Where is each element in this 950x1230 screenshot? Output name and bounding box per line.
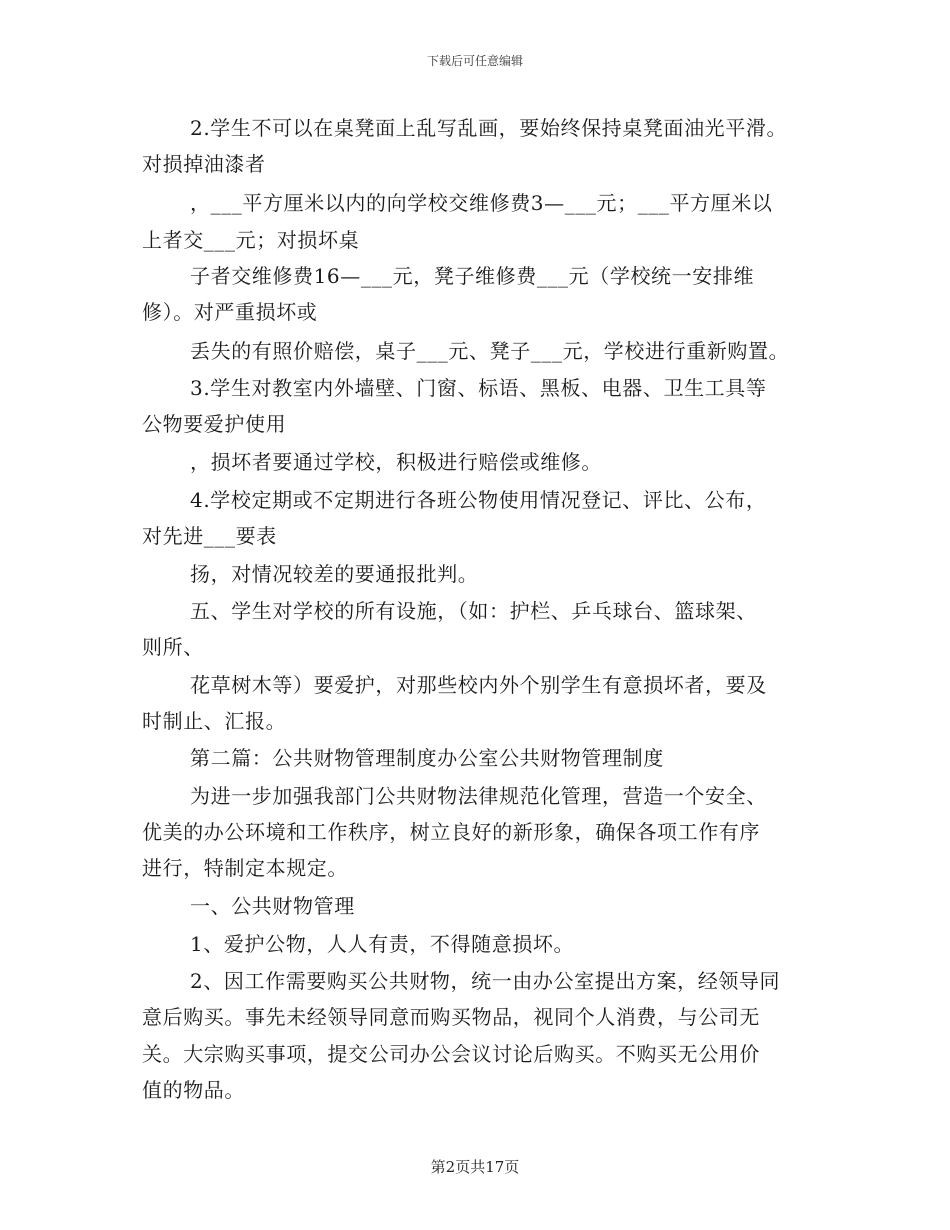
text-line: 公物要爱护使用 — [142, 412, 287, 436]
text-line: 2、因工作需要购买公共财物，统一由办公室提出方案，经领导同 — [190, 969, 781, 993]
text-line: 2.学生不可以在桌凳面上乱写乱画，要始终保持桌凳面油光平滑。 — [190, 116, 788, 140]
text-line: 时制止、汇报。 — [142, 709, 287, 733]
text-line: 3.学生对教室内外墙壁、门窗、标语、黑板、电器、卫生工具等 — [190, 376, 767, 400]
text-line: 值的物品。 — [142, 1078, 245, 1102]
text-line: 为进一步加强我部门公共财物法律规范化管理，营造一个安全、 — [190, 784, 767, 808]
text-line: 五、学生对学校的所有设施，（如：护栏、乒乓球台、篮球架、 — [190, 599, 757, 623]
text-line: 优美的办公环境和工作秩序，树立良好的新形象，确保各项工作有序 — [142, 820, 760, 844]
text-line: 进行，特制定本规定。 — [142, 856, 348, 880]
section-title: 第二篇：公共财物管理制度办公室公共财物管理制度 — [190, 746, 664, 770]
text-line: 扬，对情况较差的要通报批判。 — [190, 562, 479, 586]
text-line: 修）。对严重损坏或 — [142, 300, 318, 324]
page-number: 第2页共17页 — [430, 1158, 520, 1176]
text-line: ，损坏者要通过学校，积极进行赔偿或维修。 — [190, 450, 602, 474]
text-line: 则所、 — [142, 635, 204, 659]
text-line: 对先进___要表 — [142, 524, 277, 548]
text-line: 对损掉油漆者 — [142, 152, 266, 176]
text-line: ，___平方厘米以内的向学校交维修费3—___元；___平方厘米以 — [190, 191, 773, 215]
page-header: 下载后可任意编辑 — [426, 54, 523, 68]
subsection-title: 一、公共财物管理 — [190, 894, 355, 918]
text-line: 4.学校定期或不定期进行各班公物使用情况登记、评比、公布， — [190, 488, 767, 512]
text-line: 花草树木等）要爱护，对那些校内外个别学生有意损坏者，要及 — [190, 673, 767, 697]
text-line: 上者交___元；对损坏桌 — [142, 228, 360, 252]
text-line: 关。大宗购买事项，提交公司办公会议讨论后购买。不购买无公用价 — [142, 1042, 760, 1066]
text-line: 1、爱护公物，人人有责，不得随意损坏。 — [190, 932, 575, 956]
text-line: 意后购买。事先未经领导同意而购买物品，视同个人消费，与公司无 — [142, 1005, 760, 1029]
text-line: 子者交维修费16—___元，凳子维修费___元（学校统一安排维 — [190, 264, 755, 288]
text-line: 丢失的有照价赔偿，桌子___元、凳子___元，学校进行重新购置。 — [190, 339, 790, 363]
